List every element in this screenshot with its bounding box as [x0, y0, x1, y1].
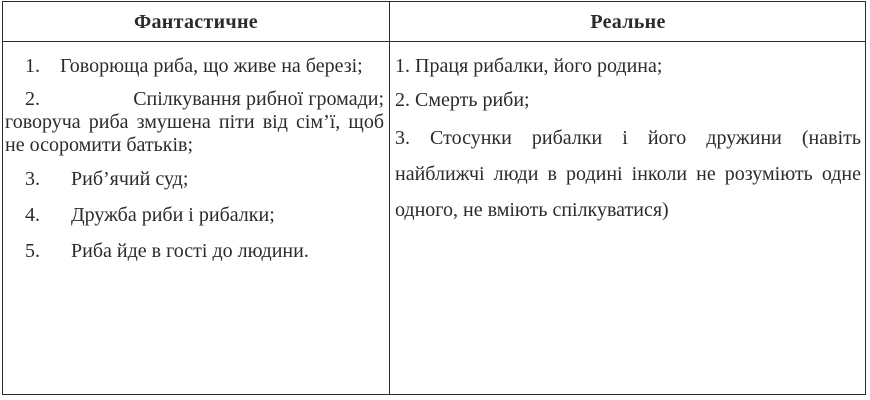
real-item-3: 3. Стосунки рибалки і його дружини (навіть найближчі люди в родині інколи не розуміють одне одного, не вміють спілкуватися) [395, 127, 861, 221]
column-divider [389, 2, 390, 394]
header-fantastic: Фантастичне [134, 11, 258, 33]
comparison-table [2, 1, 866, 395]
header-real: Реальне [590, 11, 666, 33]
real-item-1: 1. Праця рибалки, його родина; [395, 55, 663, 77]
fantastic-item-4: 4. Дружба риби і рибалки; [25, 204, 275, 226]
fantastic-cell [3, 52, 386, 273]
real-cell [395, 52, 861, 234]
fantastic-item-1: 1. Говорюща риба, що живе на березі; [25, 55, 363, 77]
fantastic-item-2: 2. Спілкування рибної громади; говоруча риба змушена піти від сім’ї, щоб не осоромити батьків; [5, 88, 385, 156]
fantastic-item-5: 5. Риба йде в гості до людини. [25, 240, 309, 262]
fantastic-item-3: 3. Риб’ячий суд; [25, 168, 189, 190]
real-item-2: 2. Смерть риби; [395, 89, 530, 111]
table-header-row [3, 2, 865, 42]
